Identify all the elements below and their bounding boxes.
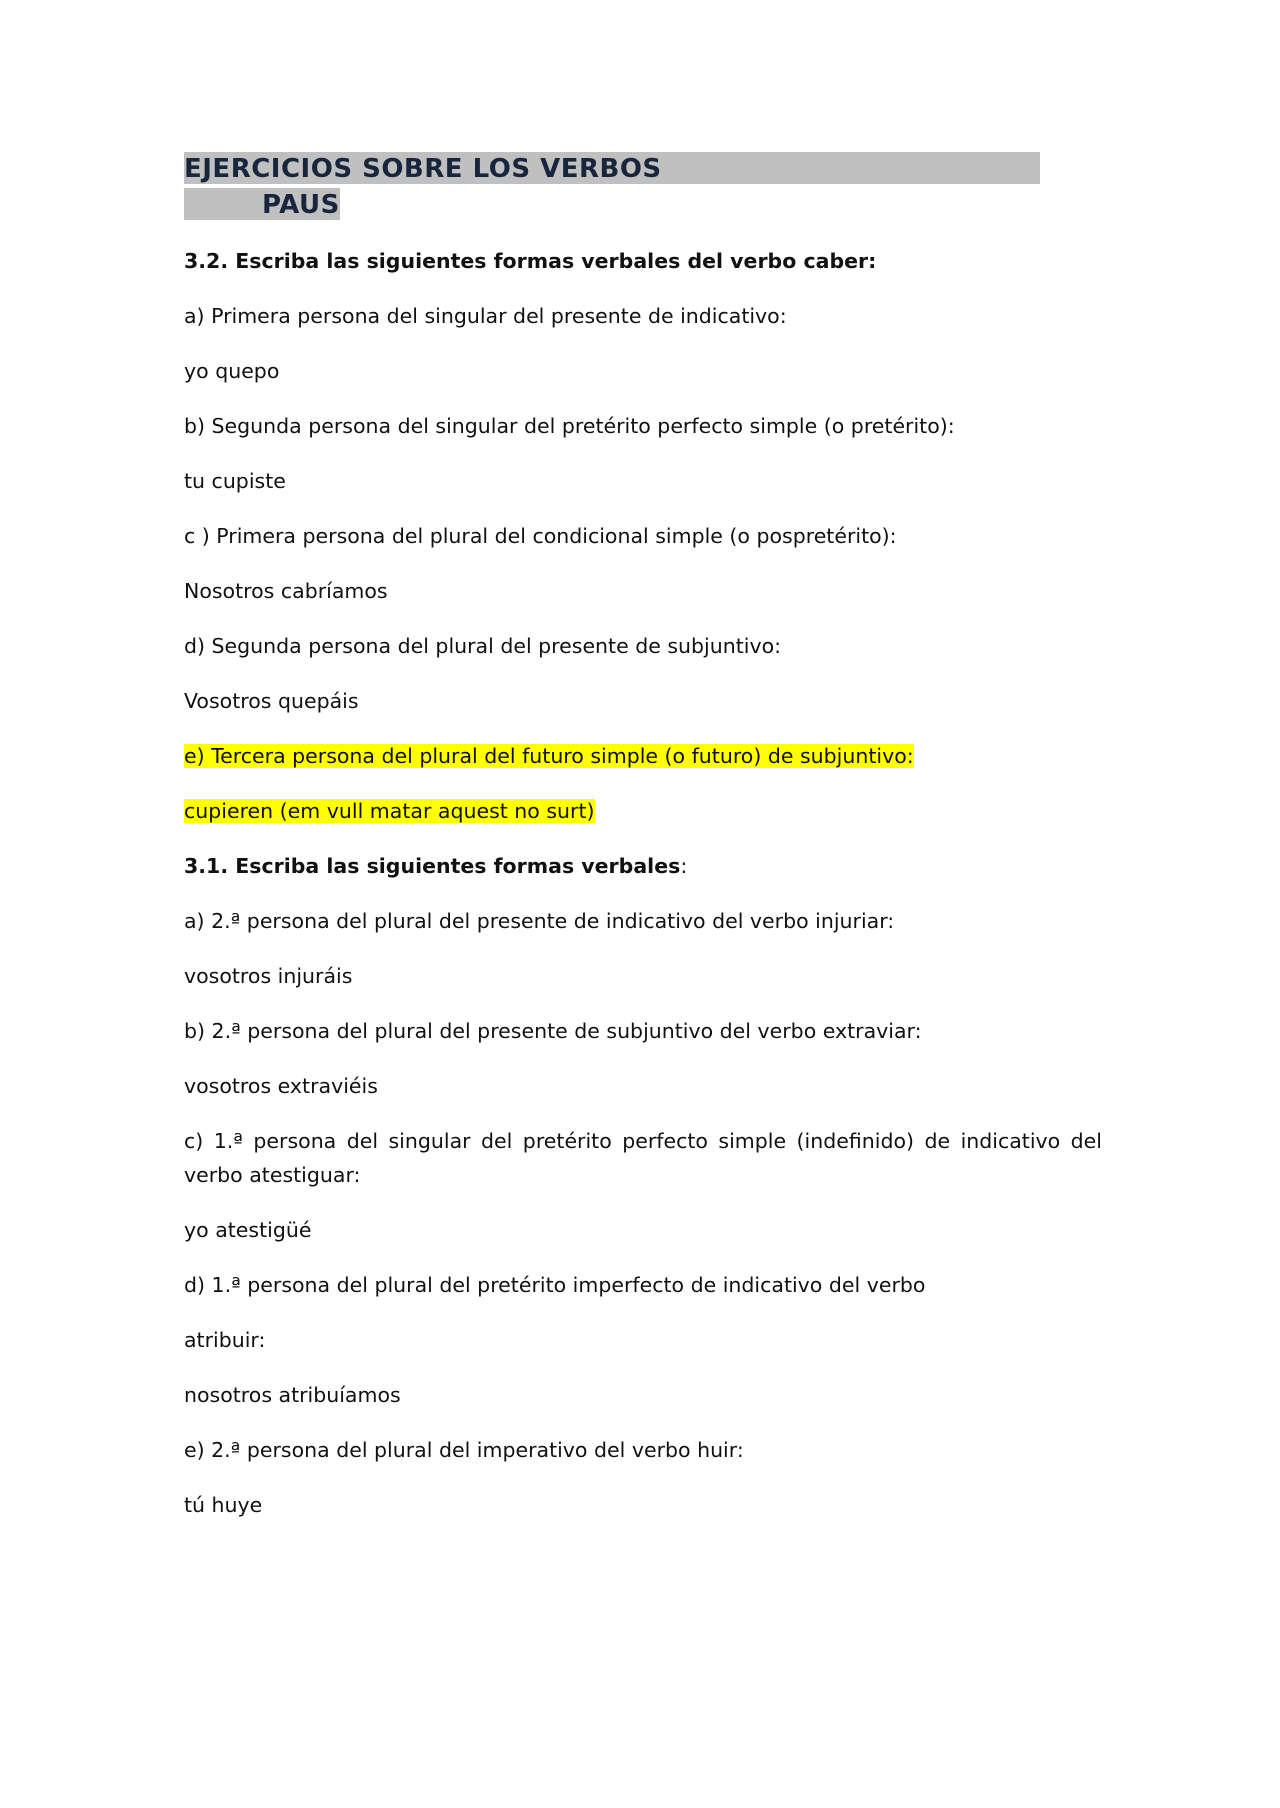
question-32-e xyxy=(184,739,1102,773)
answer-31-c: yo atestigüé xyxy=(184,1218,312,1242)
document-title xyxy=(184,152,1040,220)
answer-31-d: nosotros atribuíamos xyxy=(184,1383,401,1407)
title-line-1: EJERCICIOS SOBRE LOS VERBOS xyxy=(184,152,1040,184)
answer-32-d: Vosotros quepáis xyxy=(184,689,359,713)
question-31-c: c) 1.ª persona del singular del pretérito perfecto simple (indefinido) de indicativo del verbo atestiguar: xyxy=(184,1129,1102,1187)
answer-32-e xyxy=(184,794,1102,828)
question-31-a: a) 2.ª persona del plural del presente de indicativo del verbo injuriar: xyxy=(184,909,895,933)
question-32-a: a) Primera persona del singular del presente de indicativo: xyxy=(184,304,787,328)
answer-31-b: vosotros extraviéis xyxy=(184,1074,378,1098)
answer-31-e: tú huye xyxy=(184,1493,263,1517)
answer-32-a: yo quepo xyxy=(184,359,280,383)
question-31-b: b) 2.ª persona del plural del presente de subjuntivo del verbo extraviar: xyxy=(184,1019,922,1043)
answer-31-a: vosotros injuráis xyxy=(184,964,353,988)
section-31-heading-colon: : xyxy=(680,854,688,878)
answer-32-c: Nosotros cabríamos xyxy=(184,579,388,603)
section-31-heading xyxy=(184,849,1102,883)
highlighted-text: cupieren (em vull matar aquest no surt) xyxy=(184,799,595,823)
question-31-e: e) 2.ª persona del plural del imperativo del verbo huir: xyxy=(184,1438,744,1462)
section-32-heading: 3.2. Escriba las siguientes formas verbales del verbo caber: xyxy=(184,249,877,273)
question-31-d-continued: atribuir: xyxy=(184,1328,266,1352)
question-32-d: d) Segunda persona del plural del presente de subjuntivo: xyxy=(184,634,782,658)
highlighted-text: e) Tercera persona del plural del futuro simple (o futuro) de subjuntivo: xyxy=(184,744,914,768)
section-31-heading-bold: 3.1. Escriba las siguientes formas verbales xyxy=(184,854,681,878)
question-32-b: b) Segunda persona del singular del pretérito perfecto simple (o pretérito): xyxy=(184,414,955,438)
title-line-2: PAUS xyxy=(184,188,340,220)
question-32-c: c ) Primera persona del plural del condicional simple (o pospretérito): xyxy=(184,524,897,548)
question-31-d: d) 1.ª persona del plural del pretérito imperfecto de indicativo del verbo xyxy=(184,1273,926,1297)
answer-32-b: tu cupiste xyxy=(184,469,286,493)
